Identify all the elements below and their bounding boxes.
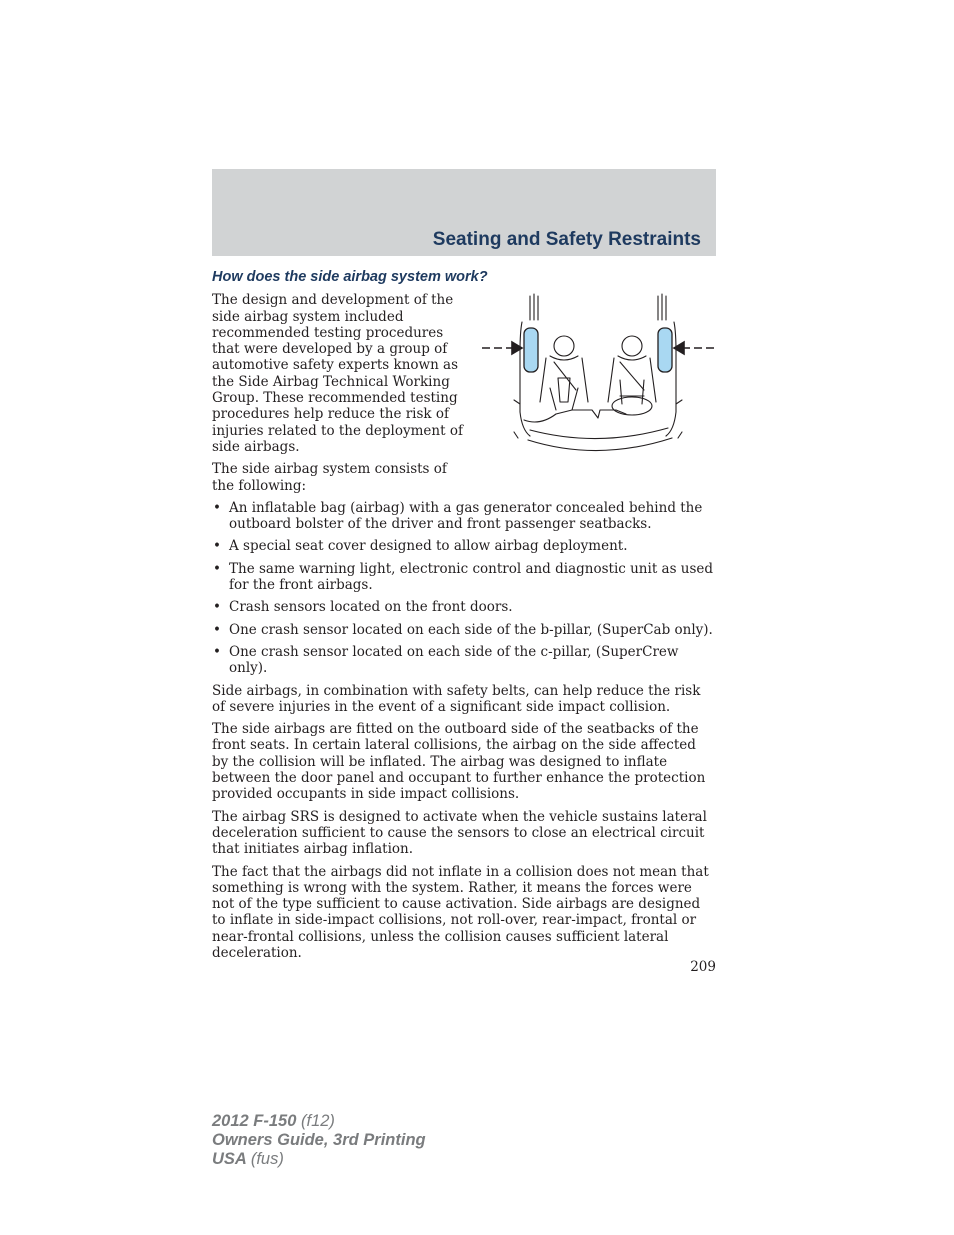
left-airbag [524,328,538,372]
paragraph: Side airbags, in combination with safety belts, can help reduce the risk of severe injuries in the event of a significant side impact collision. [212,682,701,715]
paragraph: The side airbags are fitted on the outboard side of the seatbacks of the front seats. In certain lateral collisions, the airbag on the side affected by the collision will be inflated. The airbag was designed to inflate between the door panel and occupant to further enhance the protection provided occupants in side impact collisions. [212,721,706,803]
list-item [212,538,716,554]
section-title: Seating and Safety Restraints [432,229,701,250]
bullet-icon: • [213,643,221,660]
bullet-icon: • [213,499,221,516]
footer-region: USA [212,1150,247,1168]
paragraph: The airbag SRS is designed to activate when the vehicle sustains lateral deceleration sufficient to cause the sensors to close an electrical circuit that initiates airbag inflation. [212,808,707,858]
list-item [212,622,716,638]
bullet-icon: • [213,560,221,577]
footer-line-region [212,1150,426,1169]
list-item-text: The same warning light, electronic control and diagnostic unit as used for the front airbags. [229,560,714,594]
intro-text [212,292,467,494]
bullet-icon: • [213,599,221,616]
footer-line-model [212,1112,426,1131]
page-content [212,266,716,967]
list-item [212,644,716,677]
paragraph: The fact that the airbags did not inflate in a collision does not mean that something is wrong with the system. Rather, it means the forces were not of the type sufficient to cause activation. Side airbags are designed to inflate in side-impact collisions, not roll-over, rear-impact, frontal or near-frontal collisions, unless the collision causes sufficient lateral deceleration. [212,863,709,961]
list-item [212,500,716,533]
list-item-text: Crash sensors located on the front doors. [229,599,513,616]
footer-model: 2012 F-150 [212,1112,297,1130]
section-header-band [212,169,716,256]
list-item-text: A special seat cover designed to allow airbag deployment. [229,538,628,555]
list-item-text: One crash sensor located on each side of the b-pillar, (SuperCab only). [229,621,713,638]
bullet-icon: • [213,621,221,638]
paragraph: The design and development of the side airbag system included recommended testing procedures that were developed by a group of automotive safety experts known as the Side Airbag Technical Working Group. These recommended testing procedures help reduce the risk of injuries related to the deployment of side airbags. [212,292,463,455]
side-airbag-illustration [480,292,716,452]
subsection-heading: How does the side airbag system work? [212,269,488,285]
component-list [212,500,716,677]
paragraph: The side airbag system consists of the following: [212,461,447,494]
list-item-text: An inflatable bag (airbag) with a gas generator concealed behind the outboard bolster of the driver and front passenger seatbacks. [229,499,703,533]
list-item-text: One crash sensor located on each side of the c-pillar, (SuperCrew only). [229,643,679,677]
page-number: 209 [690,959,716,975]
intro-block [212,292,716,494]
right-airbag [658,328,672,372]
footer-model-code: (f12) [301,1112,335,1130]
list-item [212,561,716,594]
bullet-icon: • [213,538,221,555]
footer-line-guide: Owners Guide, 3rd Printing [212,1131,426,1149]
footer-region-code: (fus) [250,1150,284,1168]
list-item [212,599,716,615]
document-footer [212,1112,426,1169]
